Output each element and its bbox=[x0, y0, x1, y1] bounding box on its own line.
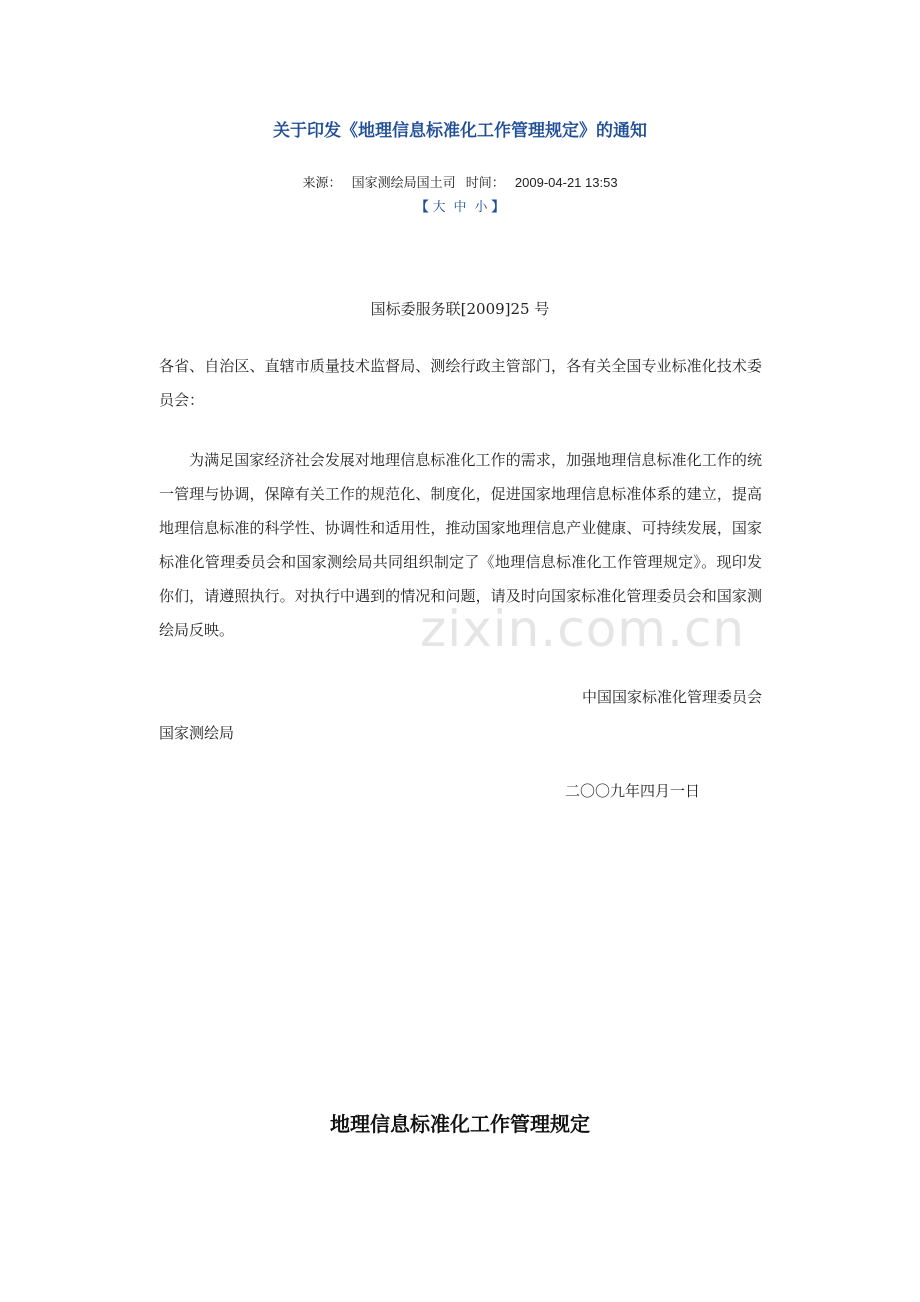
signature-org-1: 中国国家标准化管理委员会 bbox=[581, 688, 762, 706]
font-size-medium-link[interactable]: 中 bbox=[453, 200, 467, 215]
font-size-large-link[interactable]: 大 bbox=[432, 200, 446, 215]
main-paragraph: 为满足国家经济社会发展对地理信息标准化工作的需求，加强地理信息标准化工作的统一管理与协调，保障有关工作的规范化、制度化，促进国家地理信息标准体系的建立，提高地理信息标准的科学性、协调性和适用性，推动国家地理信息产业健康、可持续发展，国家标准化管理委员会和国家测绘局共同组织制定了《地理信息标准化工作管理规定》。现印发你们，请遵照执行。对执行中遇到的情况和问题，请及时向国家标准化管理委员会和国家测绘局反映。 bbox=[159, 451, 762, 639]
time-label: 时间： bbox=[465, 176, 505, 191]
source-value: 国家测绘局国土司 bbox=[351, 176, 456, 191]
watermark: zixin.com.cn bbox=[420, 600, 746, 658]
section-title: 地理信息标准化工作管理规定 bbox=[330, 1112, 590, 1136]
signature-org-2: 国家测绘局 bbox=[159, 724, 235, 742]
source-label: 来源： bbox=[302, 176, 342, 191]
notice-meta bbox=[0, 172, 920, 191]
salutation-paragraph: 各省、自治区、直辖市质量技术监督局、测绘行政主管部门，各有关全国专业标准化技术委员会： bbox=[159, 357, 762, 409]
document-number: 国标委服务联[2009]25 号 bbox=[370, 300, 550, 318]
font-size-open-bracket: 【 bbox=[415, 200, 429, 215]
notice-title: 关于印发《地理信息标准化工作管理规定》的通知 bbox=[273, 121, 647, 141]
signature-date: 二〇〇九年四月一日 bbox=[565, 782, 701, 800]
font-size-switcher bbox=[0, 196, 920, 215]
font-size-small-link[interactable]: 小 bbox=[474, 200, 488, 215]
time-value: 2009-04-21 13:53 bbox=[514, 175, 618, 190]
font-size-close-bracket: 】 bbox=[491, 200, 505, 215]
